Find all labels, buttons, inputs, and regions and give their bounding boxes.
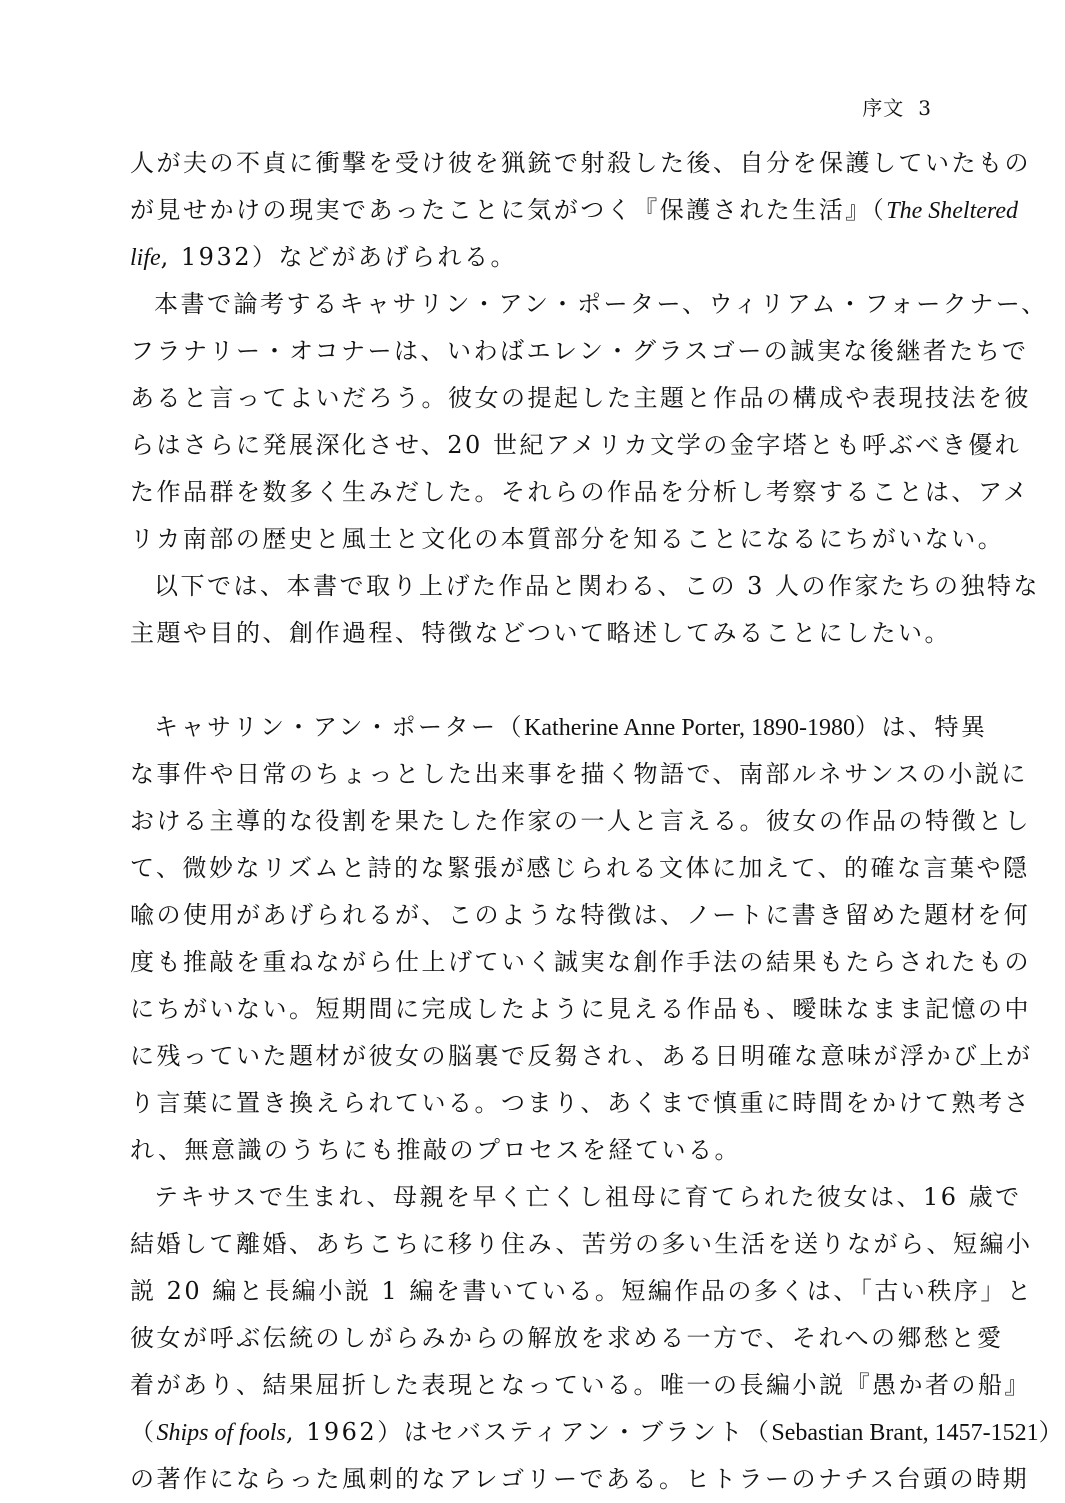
text-run: テキサスで生まれ、母親を早く亡くし祖母に育てられた彼女は、16 歳で [154, 1183, 1022, 1211]
text-run: （ [130, 1418, 157, 1446]
text-line [130, 375, 1031, 422]
text-run: て、微妙なリズムと詩的な緊張が感じられる文体に加えて、的確な言葉や隠 [130, 854, 1030, 882]
text-run: ） [1038, 1418, 1065, 1446]
text-run: 以下では、本書で取り上げた作品と関わる、この 3 人の作家たちの独特な [154, 572, 1041, 600]
text-line [130, 187, 1019, 234]
section-title: 序文 [862, 96, 905, 120]
text-run: 結婚して離婚、あちこちに移り住み、苦労の多い生活を送りながら、短編小 [130, 1230, 1033, 1258]
text-line [130, 704, 988, 751]
running-header [862, 92, 932, 121]
body-text [130, 140, 1065, 1503]
italic-title: The Sheltered [886, 198, 1019, 224]
text-line [130, 422, 1022, 469]
text-run: Sebastian Brant, 1457-1521 [771, 1420, 1039, 1446]
text-line [130, 328, 1029, 375]
text-line [130, 1456, 1030, 1503]
text-run: 着があり、結果屈折した表現となっている。唯一の長編小説『愚か者の船』 [130, 1371, 1031, 1399]
text-line [130, 751, 1028, 798]
text-line [130, 845, 1030, 892]
text-run: おける主導的な役割を果たした作家の一人と言える。彼女の作品の特徴とし [130, 807, 1031, 835]
text-run: 本書で論考するキャサリン・アン・ポーター、ウィリアム・フォークナー、 [154, 290, 1048, 318]
italic-title: life [130, 245, 161, 271]
text-line [130, 1362, 1031, 1409]
text-run: た作品群を数多く生みだした。それらの作品を分析し考察することは、アメ [130, 478, 1030, 506]
italic-title: Ships of fools [156, 1420, 286, 1446]
text-run: な事件や日常のちょっとした出来事を描く物語で、南部ルネサンスの小説に [130, 760, 1028, 788]
text-line [130, 469, 1030, 516]
text-line [130, 1080, 1031, 1127]
text-run: , 1962）はセバスティアン・ブラント（ [285, 1418, 772, 1446]
text-run: 人が夫の不貞に衝撃を受け彼を猟銃で射殺した後、自分を保護していたもの [130, 149, 1031, 177]
text-run: キャサリン・アン・ポーター（ [154, 713, 525, 741]
text-run: らはさらに発展深化させ、20 世紀アメリカ文学の金字塔とも呼ぶべき優れ [130, 431, 1022, 459]
page-number: 3 [918, 96, 932, 120]
paragraph-break [130, 657, 950, 704]
text-line [130, 1315, 1004, 1362]
text-run: ）は、特異 [855, 713, 988, 741]
text-line [130, 610, 950, 657]
text-run: り言葉に置き換えられている。つまり、あくまで慎重に時間をかけて熟考さ [130, 1089, 1031, 1117]
text-run: 彼女が呼ぶ伝統のしがらみからの解放を求める一方で、それへの郷愁と愛 [130, 1324, 1004, 1352]
text-line [130, 234, 950, 281]
text-line [130, 939, 1031, 986]
text-run: リカ南部の歴史と風土と文化の本質部分を知ることになるにちがいない。 [130, 525, 1005, 553]
text-line [130, 986, 1031, 1033]
text-run: あると言ってよいだろう。彼女の提起した主題と作品の構成や表現技法を彼 [130, 384, 1031, 412]
text-line [130, 516, 1005, 563]
text-run: 度も推敲を重ねながら仕上げていく誠実な創作手法の結果もたらされたもの [130, 948, 1031, 976]
text-run: 説 20 編と長編小説 1 編を書いている。短編作品の多くは、「古い秩序」と [130, 1277, 1034, 1305]
text-line [130, 892, 1031, 939]
text-run: , 1932）などがあげられる。 [160, 243, 517, 271]
text-line [130, 1409, 1065, 1456]
text-line [130, 281, 1048, 328]
text-line [130, 1221, 1033, 1268]
text-line [130, 1174, 1022, 1221]
text-line [130, 563, 1041, 610]
text-run: 主題や目的、創作過程、特徴などついて略述してみることにしたい。 [130, 619, 952, 647]
text-run: が見せかけの現実であったことに気がつく『保護された生活』（ [130, 196, 887, 224]
text-run: Katherine Anne Porter, 1890-1980 [524, 715, 856, 741]
text-line [130, 798, 1031, 845]
text-run: にちがいない。短期間に完成したように見える作品も、曖昧なまま記憶の中 [130, 995, 1031, 1023]
text-line [130, 140, 1031, 187]
text-run: 喩の使用があげられるが、このような特徴は、ノートに書き留めた題材を何 [130, 901, 1031, 929]
text-run: れ、無意識のうちにも推敲のプロセスを経ている。 [130, 1136, 741, 1164]
text-run: に残っていた題材が彼女の脳裏で反芻され、ある日明確な意味が浮かび上が [130, 1042, 1033, 1070]
text-line [130, 1268, 1034, 1315]
text-run: の著作にならった風刺的なアレゴリーである。ヒトラーのナチス台頭の時期 [130, 1465, 1030, 1493]
text-run: フラナリー・オコナーは、いわばエレン・グラスゴーの誠実な後継者たちで [130, 337, 1029, 365]
text-line [130, 1033, 1033, 1080]
text-line [130, 1127, 950, 1174]
